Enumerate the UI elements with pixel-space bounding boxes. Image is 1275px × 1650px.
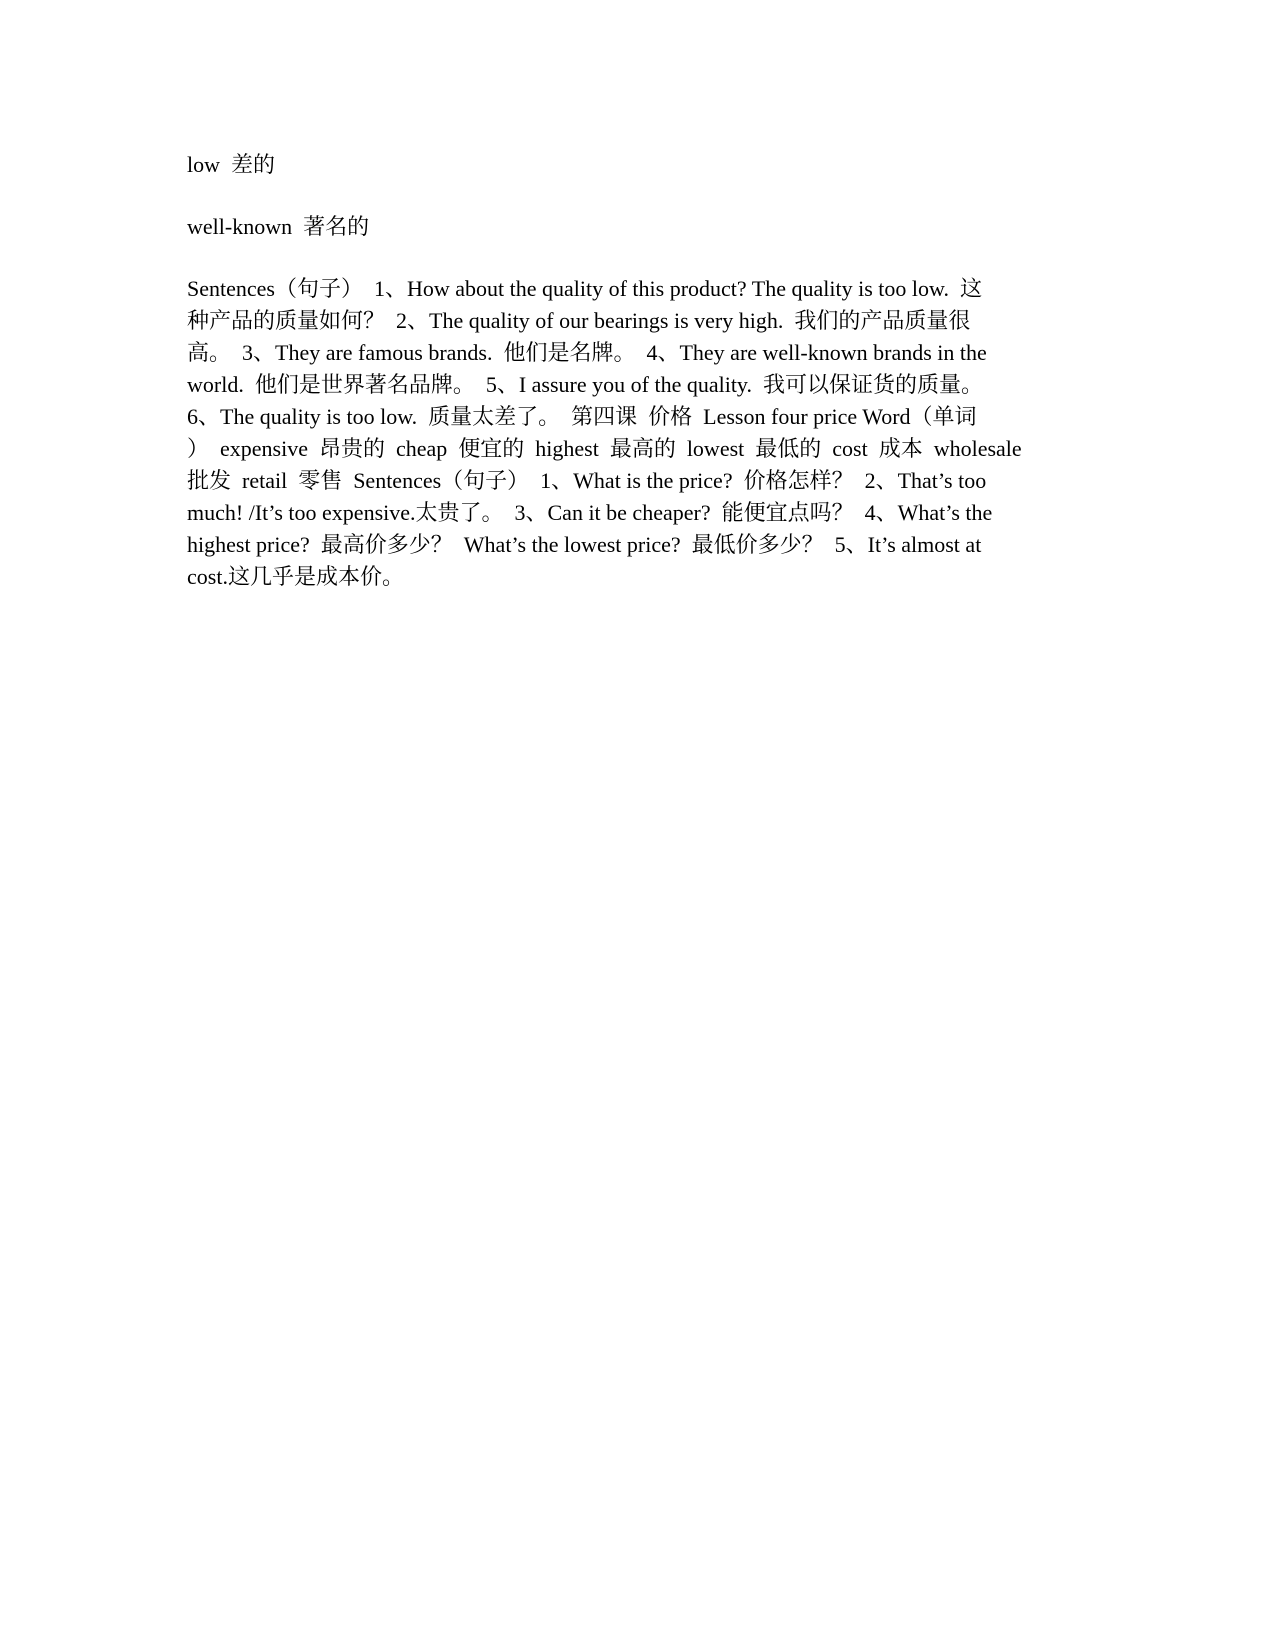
vocab-line-well-known: well-known 著名的: [187, 214, 370, 239]
paragraph-line: 种产品的质量如何？ 2、The quality of our bearings is very high. 我们的产品质量很: [187, 308, 971, 333]
paragraph-line: 批发 retail 零售 Sentences（句子） 1、What is the price? 价格怎样？ 2、That’s too: [187, 468, 987, 493]
sentences-paragraph: [187, 273, 1137, 593]
paragraph-line: Sentences（句子） 1、How about the quality of this product? The quality is too low. 这: [187, 276, 982, 301]
paragraph-line: 6、The quality is too low. 质量太差了。 第四课 价格 Lesson four price Word（单词: [187, 404, 977, 429]
paragraph-line: cost.这几乎是成本价。: [187, 564, 404, 589]
paragraph-line: much! /It’s too expensive.太贵了。 3、Can it be cheaper? 能便宜点吗？ 4、What’s the: [187, 500, 993, 525]
paragraph-line: world. 他们是世界著名品牌。 5、I assure you of the quality. 我可以保证货的质量。: [187, 372, 984, 397]
paragraph-line: 高。 3、They are famous brands. 他们是名牌。 4、They are well-known brands in the: [187, 340, 987, 365]
paragraph-line: highest price? 最高价多少？ What’s the lowest price? 最低价多少？ 5、It’s almost at: [187, 532, 982, 557]
vocab-line-low: low 差的: [187, 152, 276, 177]
paragraph-line: ） expensive 昂贵的 cheap 便宜的 highest 最高的 lowest 最低的 cost 成本 wholesale: [187, 436, 1022, 461]
